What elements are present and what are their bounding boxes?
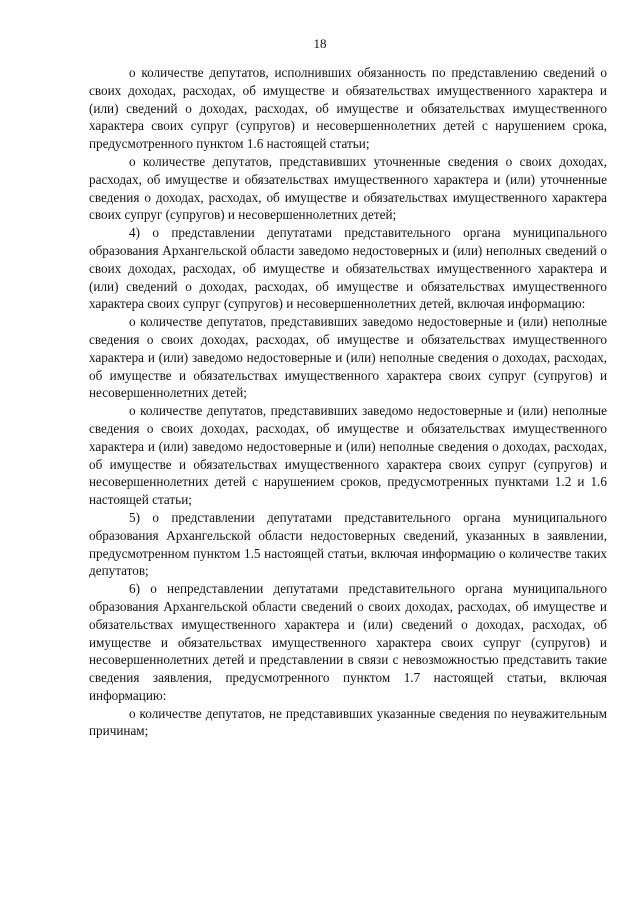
- paragraph: о количестве депутатов, представивших заведомо недостоверные и (или) неполные сведения о своих доходах, расходах, об имуществе и обязательствах имущественного характера и (или) заведомо недостоверные и (или) неполные сведения о доходах, расходах, об имуществе и обязательствах имущественного характера своих супруг (супругов) и несовершеннолетних детей;: [89, 314, 607, 401]
- paragraph: о количестве депутатов, представивших уточненные сведения о своих доходах, расходах, об имуществе и обязательствах имущественного характера и (или) уточненные сведения о доходах, расходах, об имуществе и обязательствах имущественного характера своих супруг (супругов) и несовершеннолетних детей;: [89, 153, 607, 223]
- document-body: [89, 64, 607, 740]
- paragraph: 5) о представлении депутатами представительного органа муниципального образования Архангельской области недостоверных сведений, указанных в заявлении, предусмотренном пунктом 1.5 настоящей статьи, включая информацию о количестве таких депутатов;: [89, 509, 607, 579]
- page-number: 18: [313, 36, 327, 51]
- paragraph: о количестве депутатов, не представивших указанные сведения по неуважительным причинам;: [89, 705, 607, 739]
- paragraph: 6) о непредставлении депутатами представительного органа муниципального образования Архангельской области сведений о своих доходах, расходах, об имуществе и обязательствах имущественного характера и (или) сведений о доходах, расходах, об имуществе и обязательствах имущественного характера своих супруг (супругов) и несовершеннолетних детей и представлении в связи с невозможностью представить такие сведения заявления, предусмотренного пунктом 1.7 настоящей статьи, включая информацию:: [89, 581, 607, 703]
- paragraph: о количестве депутатов, представивших заведомо недостоверные и (или) неполные сведения о своих доходах, расходах, об имуществе и обязательствах имущественного характера и (или) заведомо недостоверные и (или) неполные сведения о доходах, расходах, об имуществе и обязательствах имущественного характера своих супруг (супругов) и несовершеннолетних детей с нарушением сроков, предусмотренных пунктами 1.2 и 1.6 настоящей статьи;: [89, 403, 607, 508]
- paragraph: о количестве депутатов, исполнивших обязанность по представлению сведений о своих доходах, расходах, об имуществе и обязательствах имущественного характера и (или) сведений о доходах, расходах, об имуществе и обязательствах имущественного характера своих супруг (супругов) и несовершеннолетних детей с нарушением срока, предусмотренного пунктом 1.6 настоящей статьи;: [89, 65, 607, 152]
- paragraph: 4) о представлении депутатами представительного органа муниципального образования Архангельской области заведомо недостоверных и (или) неполных сведений о своих доходах, расходах, об имуществе и обязательствах имущественного характера и (или) сведений о доходах, расходах, об имуществе и обязательствах имущественного характера своих супруг (супругов) и несовершеннолетних детей, включая информацию:: [89, 225, 607, 312]
